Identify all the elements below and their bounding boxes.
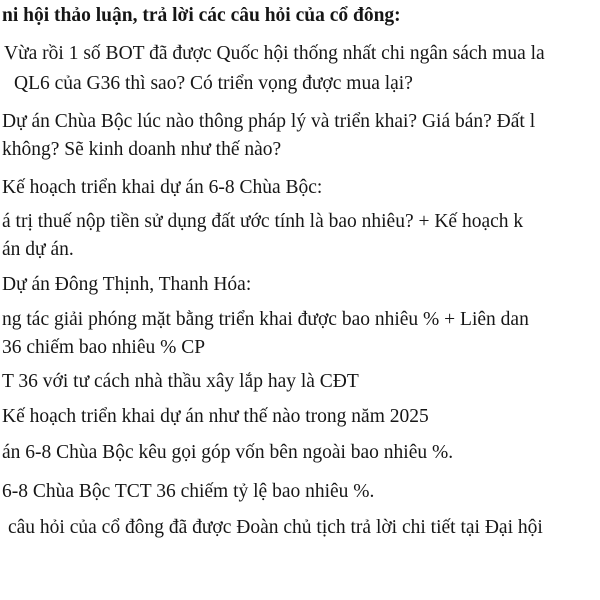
question-4-heading: Dự án Đông Thịnh, Thanh Hóa:: [2, 274, 252, 295]
question-3-line-2: án dự án.: [2, 239, 74, 260]
section-heading: ni hội thảo luận, trả lời các câu hỏi của cổ đông:: [2, 5, 401, 26]
closing-line: câu hỏi của cổ đông đã được Đoàn chủ tịch trả lời chi tiết tại Đại hội: [8, 517, 543, 538]
question-7-line: án 6-8 Chùa Bộc kêu gọi góp vốn bên ngoài bao nhiêu %.: [2, 442, 454, 463]
question-2-line-1: Dự án Chùa Bộc lúc nào thông pháp lý và triển khai? Giá bán? Đất l: [2, 111, 536, 132]
question-3-line-1: á trị thuế nộp tiền sử dụng đất ước tính là bao nhiêu? + Kế hoạch k: [2, 211, 524, 232]
question-1-line-2: QL6 của G36 thì sao? Có triển vọng được mua lại?: [14, 73, 413, 94]
question-1-line-1: Vừa rồi 1 số BOT đã được Quốc hội thống nhất chi ngân sách mua la: [4, 43, 545, 64]
question-4-line-1: ng tác giải phóng mặt bằng triển khai được bao nhiêu % + Liên dan: [2, 309, 529, 330]
question-5-line: T 36 với tư cách nhà thầu xây lắp hay là CĐT: [2, 371, 359, 392]
question-4-line-2: 36 chiếm bao nhiêu % CP: [2, 337, 206, 358]
question-2-line-2: không? Sẽ kinh doanh như thế nào?: [2, 139, 282, 160]
question-3-heading: Kế hoạch triển khai dự án 6-8 Chùa Bộc:: [2, 177, 323, 198]
question-6-line: Kế hoạch triển khai dự án như thế nào trong năm 2025: [2, 406, 429, 427]
question-8-line: 6-8 Chùa Bộc TCT 36 chiếm tỷ lệ bao nhiêu %.: [2, 481, 375, 502]
